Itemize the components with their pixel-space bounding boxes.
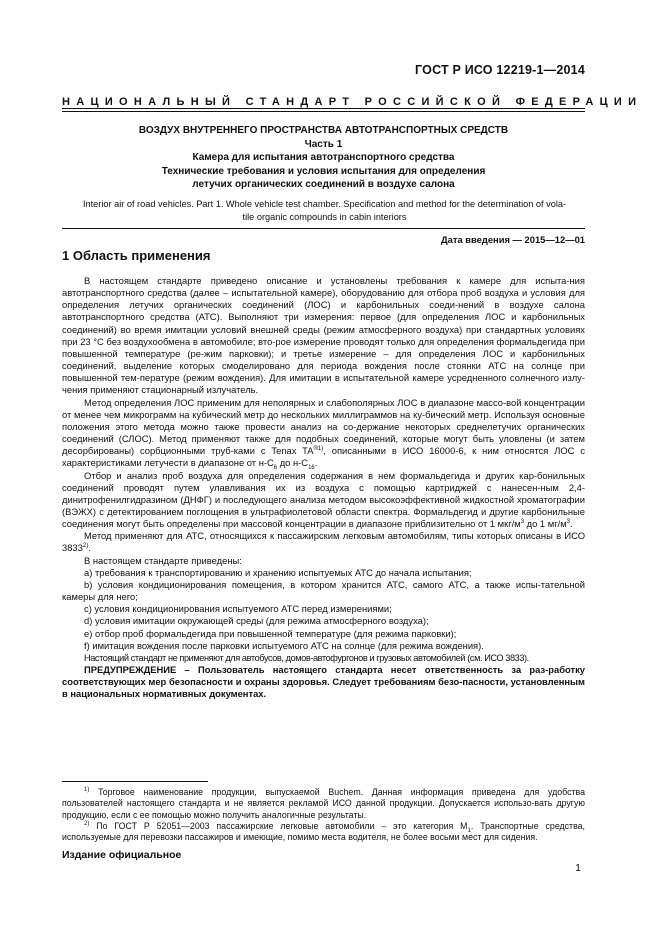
title-sub-3: летучих органических соединений в воздухе салона (192, 179, 455, 191)
introduction-date: Дата введения — 2015—12—01 (440, 234, 585, 245)
safety-warning: ПРЕДУПРЕЖДЕНИЕ – Пользователь настоящего стандарта несет ответственность за раз-работку соответствующих мер безопасности и охраны здоровья. Следует требованиям безо-пасности, установленным в национальных нормативных документах. (62, 664, 585, 700)
english-title (60, 198, 589, 223)
footnote-1: $^{1)}$ Торговое наименование продукции, выпускаемой Buchem. Данная информация приведена для удобства пользователей настоящего стандарта и не является рекламой ИСО данной продукции. Допускается использо-вать другую продукцию, если с ее помощью можно получить аналогичные результаты. (62, 787, 585, 820)
paragraph-list-intro: В настоящем стандарте приведены: (84, 554, 242, 566)
document-id: ГОСТ Р ИСО 12219-1—2014 (415, 63, 585, 77)
title-main: ВОЗДУХ ВНУТРЕННЕГО ПРОСТРАНСТВА АВТОТРАНСПОРТНЫХ СРЕДСТВ (138, 125, 509, 136)
section-heading: 1 Область применения (62, 248, 211, 263)
list-item: а) требования к транспортированию и хранению испытуемых АТС до начала испытания; (84, 566, 472, 578)
title-part: Часть 1 (304, 138, 343, 150)
title-divider (62, 228, 585, 229)
page-number: 1 (575, 862, 581, 874)
paragraph-voc-method: Метод определения ЛОС применим для неполярных и слабополярных ЛОС в диапазоне массо-вой концентрации от менее чем микрограмм на кубический метр до нескольких миллиграммов на ку-бический метр. Используя основные положения этого метода можно также провести анализ на со-держание некоторых среднелетучих органических соединений (СЛОС). Метод применяют также для подобных соединений, которые могут быть уловлены (и затем десорбированы) сорбционными труб-ками с Tenax $TA^{®1)}$, описанными в ИСО 16000-6, к ним относятся ЛОС с характеристиками летучести в диапазоне от $н-С_6$ до $н-С_{16}$. (62, 396, 586, 472)
header-rule (62, 108, 585, 109)
list-item: c) условия кондиционирования испытуемого АТС перед измерениями; (84, 603, 392, 615)
header-rule-thin (62, 111, 585, 112)
list-item: b) условия кондиционирования помещения, в котором хранится АТС, самого АТС, а также испы-тательной камеры для него; (62, 578, 585, 603)
english-title-line-1: Interior air of road vehicles. Part 1. Whole vehicle test chamber. Specification and method for the determination of vola- (82, 199, 567, 209)
english-title-line-2: tile organic compounds in cabin interiors (242, 211, 407, 222)
footnotes (62, 787, 585, 843)
footnote-2: $^{2)}$ По ГОСТ Р 52051—2003 пассажирские легковые автомобили – это категория $М_1$. Транспортные средства, используемые для перевозки пассажиров и имеющие, помимо места водителя, не более восьми мест для сидения. (62, 820, 585, 843)
list-item: f) имитация вождения после парковки испытуемого АТС на солнце (для режима вождения). (84, 639, 484, 651)
standard-banner: НАЦИОНАЛЬНЫЙ СТАНДАРТ РОССИЙСКОЙ ФЕДЕРАЦИИ (62, 96, 643, 108)
section-body (62, 275, 585, 700)
paragraph-scope: В настоящем стандарте приведено описание и установлены требования к камере для испыта-ния автотранспортного средства (далее – испытательной камере), оборудованию для отбора проб воздуха и условия для определения летучих органических соединений (ЛОС) и карбонильных соеди-нений в воздухе салона автотранспортного средства (АТС). Выполняют три измерения: первое (для определения ЛОС и карбонильных соединений) во время имитации условий внешней среды (режим атмосферного воздуха) при стандартных условиях при 23 °С без воздухообмена в автомобиле; вто-рое измерение проводят только для определения формальдегида при повышенной температуре (ре-жим парковки); и третье измерение – для определения ЛОС и карбонильных соединений, выделение которых смоделировано для периода вождения после стоянки АТС на солнце при повышенной тем-пературе (режим вождения). Для имитации в испытательной камере усредненного солнечного излу-чения применяют стационарный излучатель. (62, 275, 585, 396)
document-titles (62, 124, 585, 192)
paragraph-applicability: Метод применяют для АТС, относящихся к пассажирским легковым автомобилям, типы которых описаны в ИСО 3833$^{2)}$. (62, 530, 585, 554)
paragraph-carbonyl-method: Отбор и анализ проб воздуха для определения содержания в нем формальдегида и других кар-бонильных соединений проводят путем улавливания их из воздуха с помощью картриджей с нанесен-ным 2,4-динитрофенилгидразином (ДНФГ) и последующего анализа методом высокоэффективной жидкостной хроматографии (ВЭЖХ) с детектированием поглощения в ультрафиолетовой области спектра. Формальдегид и другие карбонильные соединения могут быть определены при массовой концентрации в диапазоне приблизительно от 1 мкг/$м^3$ до 1 $мг/м^3$. (62, 469, 585, 530)
title-sub-1: Камера для испытания автотранспортного средства (192, 152, 455, 164)
paragraph-exclusions: Настоящий стандарт не применяют для автобусов, домов-автофургонов и грузовых автомобилей (см. ИСО 3833). (84, 652, 529, 663)
official-edition-label: Издание официальное (62, 849, 182, 861)
list-item: e) отбор проб формальдегида при повышенной температуре (для режима парковки); (84, 627, 457, 639)
list-item: d) условия имитации окружающей среды (для режима атмосферного воздуха); (84, 615, 429, 627)
title-sub-2: Технические требования и условия испытания для определения (161, 165, 486, 177)
footnote-rule (62, 781, 208, 782)
